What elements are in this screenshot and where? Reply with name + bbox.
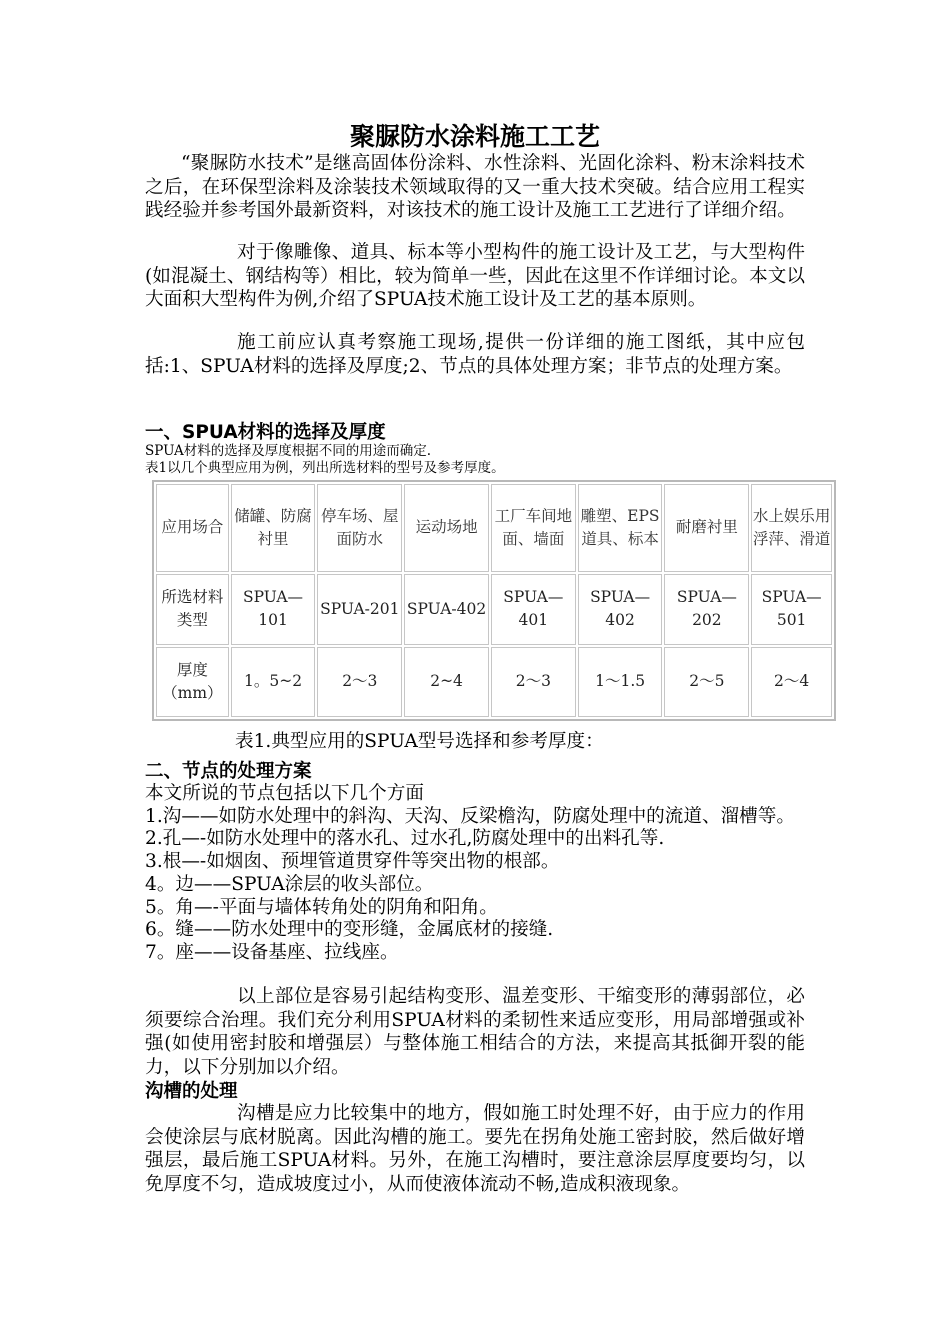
table-cell: SPUA—402	[578, 574, 663, 645]
section-1-note-1: SPUA材料的选择及厚度根据不同的用途而确定.	[145, 443, 432, 459]
table-cell: 1。5~2	[231, 647, 316, 717]
intro-paragraph-3: 施工前应认真考察施工现场,提供一份详细的施工图纸，其中应包括:1、SPUA材料的选择及厚度;2、节点的具体处理方案；非节点的处理方案。	[145, 332, 805, 377]
list-item: 5。角—-平面与墙体转角处的阴角和阳角。	[145, 896, 498, 918]
document-title: 聚脲防水涂料施工工艺	[349, 122, 600, 151]
table-cell: 2～3	[491, 647, 576, 717]
table-cell: 1～1.5	[578, 647, 663, 717]
table-cell: SPUA—101	[231, 574, 316, 645]
table-cell: 厚度（mm）	[156, 647, 229, 717]
table-cell: 储罐、防腐衬里	[231, 484, 316, 572]
node-list	[145, 783, 805, 965]
table-cell: 耐磨衬里	[664, 484, 749, 572]
list-item: 3.根—-如烟囱、预埋管道贯穿件等突出物的根部。	[145, 851, 560, 873]
table-cell: 停车场、屋面防水	[317, 484, 402, 572]
section-1-heading: 一、SPUA材料的选择及厚度	[145, 422, 386, 443]
table-cell: 雕塑、EPS道具、标本	[578, 484, 663, 572]
table-row	[156, 484, 832, 572]
table-row	[156, 574, 832, 645]
spec-table	[152, 480, 836, 721]
table-cell: 2～5	[664, 647, 749, 717]
section-2-summary: 以上部位是容易引起结构变形、温差变形、干缩变形的薄弱部位，必须要综合治理。我们充分利用SPUA材料的柔韧性来适应变形，用局部增强或补强(如使用密封胶和增强层）与整体施工相结合的方法，来提高其抵御开裂的能力，以下分别加以介绍。	[145, 986, 805, 1078]
table-cell: SPUA—401	[491, 574, 576, 645]
section-3-body: 沟槽是应力比较集中的地方，假如施工时处理不好，由于应力的作用会使涂层与底材脱离。因此沟槽的施工。要先在拐角处施工密封胶，然后做好增强层，最后施工SPUA材料。另外，在施工沟槽时，要注意涂层厚度要均匀，以免厚度不匀，造成坡度过小，从而使液体流动不畅,造成积液现象。	[145, 1103, 805, 1195]
list-item: 2.孔—-如防水处理中的落水孔、过水孔,防腐处理中的出料孔等.	[145, 828, 665, 850]
table-cell: 2～4	[751, 647, 832, 717]
table-cell: SPUA-402	[404, 574, 489, 645]
table-cell: SPUA—202	[664, 574, 749, 645]
table-caption: 表1.典型应用的SPUA型号选择和参考厚度：	[235, 731, 604, 752]
table-cell: 2~4	[404, 647, 489, 717]
list-item: 7。座——设备基座、拉线座。	[145, 941, 399, 963]
list-item: 4。边——SPUA涂层的收头部位。	[145, 873, 434, 895]
table-cell: SPUA—501	[751, 574, 832, 645]
section-1-note-2: 表1以几个典型应用为例，列出所选材料的型号及参考厚度。	[145, 460, 505, 476]
list-item: 6。缝——防水处理中的变形缝，金属底材的接缝.	[145, 919, 554, 941]
section-3-heading: 沟槽的处理	[145, 1081, 238, 1102]
table-cell: 运动场地	[404, 484, 489, 572]
intro-paragraph-2: 对于像雕像、道具、标本等小型构件的施工设计及工艺，与大型构件(如混凝土、钢结构等）相比，较为简单一些，因此在这里不作详细讨论。本文以大面积大型构件为例,介绍了SPUA技术施工设计及工艺的基本原则。	[145, 242, 805, 310]
section-2-heading: 二、节点的处理方案	[145, 761, 312, 782]
table-cell: 应用场合	[156, 484, 229, 572]
table-cell: 水上娱乐用浮萍、滑道	[751, 484, 832, 572]
intro-paragraph-1: “聚脲防水技术”是继高固体份涂料、水性涂料、光固化涂料、粉末涂料技术之后，在环保型涂料及涂装技术领域取得的又一重大技术突破。结合应用工程实践经验并参考国外最新资料，对该技术的施工设计及施工工艺进行了详细介绍。	[145, 153, 805, 221]
table-cell: SPUA-201	[317, 574, 402, 645]
table-cell: 所选材料类型	[156, 574, 229, 645]
table-row	[156, 647, 832, 717]
table-cell: 2～3	[317, 647, 402, 717]
list-item: 本文所说的节点包括以下几个方面	[145, 783, 424, 804]
list-item: 1.沟——如防水处理中的斜沟、天沟、反梁檐沟，防腐处理中的流道、溜槽等。	[145, 805, 795, 827]
table-cell: 工厂车间地面、墙面	[491, 484, 576, 572]
